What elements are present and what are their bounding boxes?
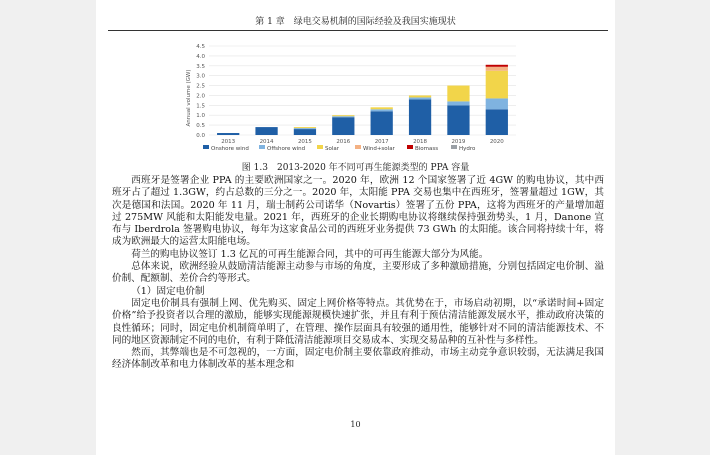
section-heading-fixed-price: （1）固定电价制 [131,285,205,297]
y-tick-label: 1.5 [196,103,205,110]
x-tick-label: 2019 [451,139,466,145]
legend-label: Wind+solar [363,146,395,152]
paragraph-drawbacks: 然而，其弊端也是不可忽视的，一方面，固定电价制主要依靠政府推动，市场主动竞争意识较弱，无法满足我国经济体制改革和电力体制改革的基本理念和 [112,347,604,371]
bar-segment-offshore-wind [294,128,316,129]
x-tick-label: 2018 [413,139,428,145]
legend-label: Solar [325,146,340,152]
y-tick-label: 4.5 [196,44,205,50]
x-tick-label: 2017 [374,139,389,145]
chart-svg [171,40,531,160]
legend-swatch [203,145,209,149]
legend-label: Biomass [415,146,439,152]
legend-swatch [317,145,323,149]
y-tick-label: 1.0 [196,113,205,120]
legend-label: Offshore wind [267,146,306,152]
y-tick-label: 0.0 [196,133,205,139]
x-tick-label: 2013 [221,139,236,145]
x-tick-label: 2016 [336,139,351,145]
bar-segment-wind-solar [486,67,508,71]
bar-segment-solar [332,115,354,116]
bar-segment-onshore-wind [255,127,277,135]
legend-swatch [355,145,361,149]
x-tick-label: 2015 [297,139,312,145]
ppa-capacity-chart [171,40,531,160]
bar-segment-solar [371,107,393,109]
bar-segment-onshore-wind [409,99,431,135]
legend-swatch [259,145,265,149]
bar-segment-solar [447,86,469,102]
bar-segment-solar [294,127,316,128]
y-axis-label: Annual volume (GW) [186,69,192,127]
paragraph-fixed-price: 固定电价制具有强制上网、优先购买、固定上网价格等特点。其优势在于，市场启动初期，以“承诺时间+固定价格”给予投资者以合理的激励，能够实现能源规模快速扩张，并且有利于预估清洁能源发展水平，推动政府决策的良性循环；同时，固定电价机制简单明了，在管理、操作层面具有较强的通用性，能够针对不同的清洁能源技术、不同的地区资源制定不同的电价，有利于降低清洁能源项目交易成本、实现交易品种的互补性与多样性。 [112,297,604,346]
legend-swatch [451,145,457,149]
bar-segment-onshore-wind [217,133,239,135]
bar-segment-offshore-wind [332,116,354,117]
x-tick-label: 2020 [489,139,504,145]
bar-segment-onshore-wind [486,109,508,135]
bar-segment-onshore-wind [371,111,393,135]
paragraph-netherlands: 荷兰的购电协议签订 1.3 亿瓦的可再生能源合同，其中的可再生能源大部分为风能。 [131,248,489,260]
bar-segment-solar [409,95,431,97]
y-tick-label: 2.0 [196,93,205,100]
bar-segment-offshore-wind [447,101,469,105]
page-number: 10 [350,420,361,429]
running-header: 第 1 章 绿电交易机制的国际经验及我国实施现状 [255,17,456,27]
bar-segment-offshore-wind [486,98,508,109]
figure-caption: 图 1.3 2013-2020 年不同可再生能源类型的 PPA 容量 [241,163,470,173]
y-tick-label: 4.0 [196,53,205,60]
bar-segment-onshore-wind [294,129,316,135]
bar-segment-onshore-wind [332,117,354,135]
legend-swatch [407,145,413,149]
y-tick-label: 2.5 [196,83,205,90]
legend-label: Hydro [459,146,476,152]
bar-segment-solar [486,71,508,99]
paragraph-spain: 西班牙是签署企业 PPA 的主要欧洲国家之一。2020 年，欧洲 12 个国家签署了近 4GW 的购电协议，其中西班牙占了超过 1.3GW，约占总数的三分之一。2020 年，太阳能 PPA 交易也集中在西班牙，签署量超过 1GW，其次是德国和法国。2020 年 11 月，瑞士制药公司诺华（Novartis）签署了五份 PPA，这将为西班牙的产量增加超过 275MW 风能和太阳能发电量。2021 年，西班牙的企业长期购电协议将继续保持强劲势头，1 月，Danone 宣布与 Iberdrola 签署购电协议，每年为这家食品公司的西班牙业务提供 73 GWh 的太阳能。该合同将持续十年，将成为欧洲最大的运营太阳能电场。 [112,175,604,248]
y-tick-label: 3.0 [196,73,205,80]
bar-segment-onshore-wind [447,105,469,135]
bar-segment-biomass [486,65,508,67]
legend-label: Onshore wind [211,146,249,152]
y-tick-label: 0.5 [196,123,205,130]
x-tick-label: 2014 [259,139,274,145]
body-text [112,175,604,372]
paragraph-summary: 总体来说，欧洲经验从鼓励清洁能源主动参与市场的角度，主要形成了多种激励措施，分别包括固定电价制、溢价制、配额制、差价合约等形式。 [112,261,604,285]
header-rule [108,30,608,31]
y-tick-label: 3.5 [196,63,205,70]
bar-segment-offshore-wind [371,109,393,111]
document-page [96,0,615,455]
bar-segment-offshore-wind [409,97,431,99]
